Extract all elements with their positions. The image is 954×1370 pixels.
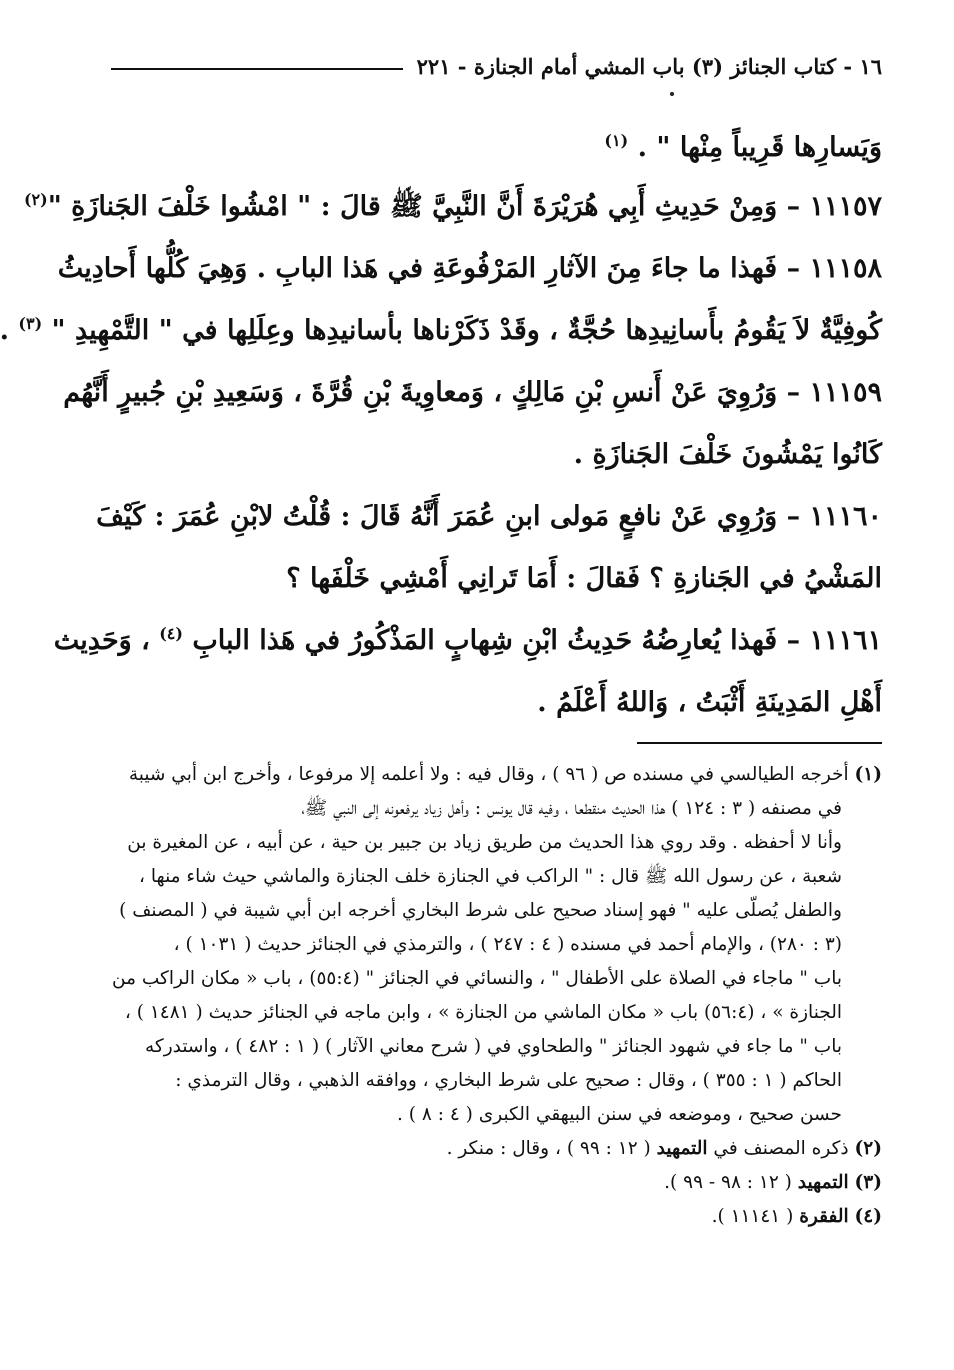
text-segment: كُوفِيَّةٌ لاَ يَقُومُ بأَسانِيدِها حُجَّةٌ ، وقَدْ ذَكَرْناها بأسانيدِها وعِلَلِها في " التَّمْهِيدِ " xyxy=(51,315,882,346)
book-title: التمهيد xyxy=(797,1172,849,1193)
footnote-separator xyxy=(637,742,882,744)
paragraph-11159 xyxy=(63,362,882,486)
text-segment: ذكره المصنف في xyxy=(707,1138,849,1159)
footnotes xyxy=(111,758,882,1234)
text-line: المَشْيُ في الجَنازةِ ؟ فَقالَ : أَمَا تَرانِي أَمْشِي خَلْفَها ؟ xyxy=(286,563,882,594)
footnote-line: شعبة ، عن رسول الله ﷺ قال : " الراكب في الجنازة خلف الجنازة والماشي حيث شاء منها ، xyxy=(139,866,842,887)
footnote-line: (٣ : ٢٨٠) ، والإمام أحمد في مسنده ( ٤ : ٢٤٧ ) ، والترمذي في الجنائز حديث ( ١٠٣١ ) ، xyxy=(173,934,842,955)
footnote-line: حسن صحيح ، وموضعه في سنن البيهقي الكبرى ( ٤ : ٨ ) . xyxy=(397,1104,842,1125)
text-line: أَهْلِ المَدِينَةِ أَثْبَتُ ، وَاللهُ أَعْلَمُ . xyxy=(537,687,882,718)
footnote-3 xyxy=(111,1166,882,1200)
paragraph-11160 xyxy=(96,486,882,610)
text-line xyxy=(0,300,882,362)
text-segment: ( ١٢ : ٩٩ ) ، وقال : منكر . xyxy=(446,1138,657,1159)
footnote-number: (١) xyxy=(854,764,882,785)
footnote-number: (٣) xyxy=(854,1172,882,1193)
paragraph-label: الفقرة xyxy=(799,1206,849,1227)
text-segment: ( ١٢ : ٩٨ - ٩٩ ). xyxy=(664,1172,798,1193)
paragraph-continuation xyxy=(113,120,882,176)
footnote-2 xyxy=(111,1132,882,1166)
footnote-line: باب " ماجاء في الصلاة على الأطفال " ، والنسائي في الجنائز " (٥٥:٤) ، باب « مكان الراكب من xyxy=(112,968,842,989)
footnote-line: الجنازة » ، (٥٦:٤) باب « مكان الماشي من الجنازة » ، وابن ماجه في الجنائز حديث ( ١٤٨١ ) ، xyxy=(124,1002,842,1023)
text-segment: أخرجه الطيالسي في مسنده ص ( ٩٦ ) ، وقال فيه : ولا أعلمه إلا مرفوعا ، وأخرج ابن أبي شيبة xyxy=(128,764,849,785)
text-segment: وَيَسارِها قَرِيباً مِنْها " . xyxy=(637,132,882,163)
footnote-ref-2[interactable]: (٢) xyxy=(23,190,48,209)
footnote-line: باب " ما جاء في شهود الجنائز " والطحاوي في ( شرح معاني الآثار ) ( ١ : ٤٨٢ ) ، واستدركه xyxy=(144,1036,842,1057)
footnote-line xyxy=(111,1132,882,1166)
text-line xyxy=(113,120,882,176)
footnote-line xyxy=(111,1200,882,1234)
footnote-line: الحاكم ( ١ : ٣٥٥ ) ، وقال : صحيح على شرط البخاري ، ووافقه الذهبي ، وقال الترمذي : xyxy=(175,1070,842,1091)
text-line: ١١١٥٨ – فَهذا ما جاءَ مِنَ الآثارِ المَرْفُوعَةِ في هَذا البابِ . وَهِيَ كُلُّها أَحادِيثُ xyxy=(57,253,882,284)
paragraph-11161 xyxy=(53,610,882,734)
footnote-line: وأنا لا أحفظه . وقد روي هذا الحديث من طريق زياد بن جبير بن حية ، عن أبيه ، عن المغيرة بن xyxy=(127,832,842,853)
footnote-ref-4[interactable]: (٤) xyxy=(159,624,183,643)
text-segment: ( ١١١٤١ ). xyxy=(711,1206,800,1227)
running-header xyxy=(111,44,882,88)
text-segment: ١١١٦١ – فَهذا يُعارِضُهُ حَدِيثُ ابْنِ شِهابٍ المَذْكُورُ في هَذا البابِ xyxy=(192,625,882,656)
footnote-number: (٤) xyxy=(854,1206,882,1227)
footnote-line: والطفل يُصلّى عليه " فهو إسناد صحيح على شرط البخاري أخرجه ابن أبي شيبة في ( المصنف ) xyxy=(119,900,842,921)
text-segment: ، وَحَدِيث xyxy=(53,625,160,656)
running-header-text: ١٦ - كتاب الجنائز (٣) باب المشي أمام الجنازة - ٢٢١ xyxy=(416,53,882,79)
text-segment: ١١١٥٧ – وَمِنْ حَدِيثِ أَبِي هُرَيْرَةَ أَنَّ النَّبِيَّ ﷺ قالَ : " امْشُوا خَلْفَ الجَنازَةِ " xyxy=(47,191,882,222)
paragraph-11157 xyxy=(23,176,882,238)
footnote-1 xyxy=(111,758,882,1132)
footnote-line xyxy=(111,1166,882,1200)
footnote-4 xyxy=(111,1200,882,1234)
header-rule xyxy=(111,68,403,70)
footnote-ref-1[interactable]: (١) xyxy=(604,131,629,150)
paragraph-11158 xyxy=(0,238,882,362)
text-segment: . xyxy=(0,315,19,346)
footnote-line: في مصنفه ( ٣ : ١٢٤ ) هذا الحديث منقطعا ، وفيه قال يونس : وأهل زياد يرفعونه إلى النبي ﷺ، xyxy=(301,798,842,819)
text-line xyxy=(23,176,882,238)
stray-dot xyxy=(670,92,674,96)
footnote-line xyxy=(111,758,882,792)
text-line: كَانُوا يَمْشُونَ خَلْفَ الجَنازَةِ . xyxy=(573,439,882,470)
book-title: التمهيد xyxy=(656,1138,708,1159)
footnote-number: (٢) xyxy=(854,1138,882,1159)
text-line: ١١١٥٩ – وَرُوِيَ عَنْ أَنسِ بْنِ مَالِكٍ ، وَمعاوِيةَ بْنِ قُرَّةَ ، وَسَعِيدِ بْنِ جُبيرٍ أَنَّهُم xyxy=(63,377,882,408)
main-text xyxy=(0,120,882,734)
text-line: ١١١٦٠ – وَرُوِي عَنْ نافعٍ مَولى ابنِ عُمَرَ أَنَّهُ قَالَ : قُلْتُ لابْنِ عُمَرَ : كَيْفَ xyxy=(96,501,882,532)
footnote-ref-3[interactable]: (٣) xyxy=(18,314,43,333)
text-line xyxy=(53,610,882,672)
